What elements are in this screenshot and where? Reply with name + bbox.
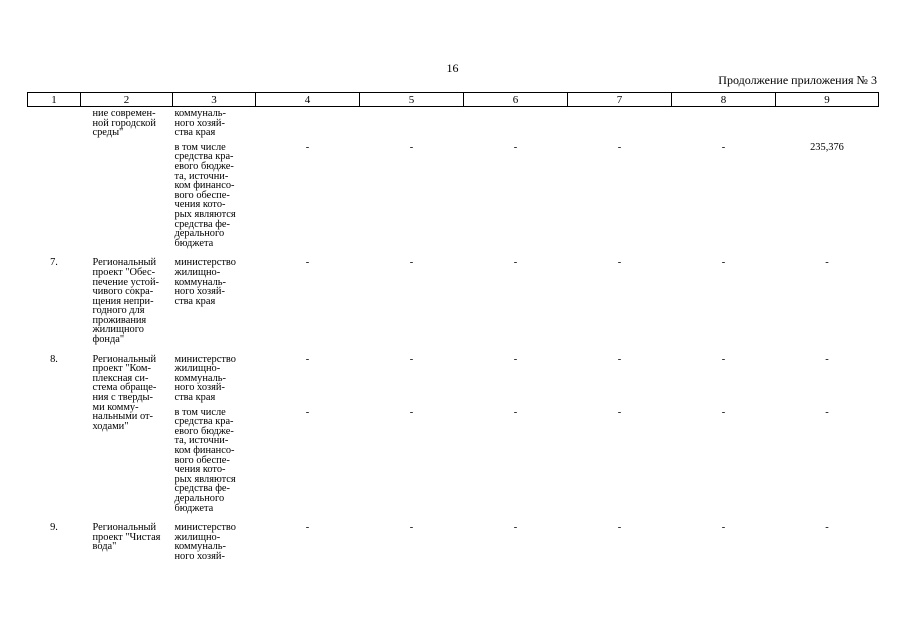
- project-name: ние современ- ной городской среды": [92, 108, 156, 139]
- value-cell: -: [721, 353, 726, 365]
- value-cell: -: [409, 141, 414, 153]
- table-row: [28, 345, 879, 403]
- col-header-1: 1: [28, 93, 81, 107]
- value-cell: [464, 107, 568, 138]
- value-cell: -: [409, 522, 414, 534]
- value-cell: -: [305, 353, 310, 365]
- row-number: 7.: [50, 257, 58, 269]
- value-cell: [256, 107, 360, 138]
- value-cell: -: [617, 141, 622, 153]
- responsible-executor: министерство жилищно- коммуналь- ного хозяй- ства края: [174, 353, 236, 404]
- value-cell: -: [825, 522, 829, 534]
- col-header-6: 6: [464, 93, 568, 107]
- value-cell: -: [409, 406, 414, 418]
- col-header-8: 8: [672, 93, 776, 107]
- col-header-2: 2: [81, 93, 173, 107]
- col-header-7: 7: [568, 93, 672, 107]
- project-name: Региональный проект "Ком- плексная си- стема обраще- ния с тверды- ми комму- нальными от- ходами": [92, 353, 157, 432]
- col-header-5: 5: [360, 93, 464, 107]
- row-number: [28, 107, 81, 249]
- value-cell: 235,376: [810, 141, 844, 153]
- table-body: [28, 107, 879, 562]
- value-cell: -: [825, 406, 829, 418]
- responsible-executor: министерство жилищно- коммуналь- ного хозяй- ства края: [174, 257, 236, 307]
- page-number: 16: [446, 61, 459, 75]
- value-cell: -: [617, 522, 622, 534]
- value-cell: -: [721, 522, 726, 534]
- row-number: 8.: [50, 353, 58, 365]
- value-cell: [568, 107, 672, 138]
- value-cell: [360, 107, 464, 138]
- value-cell: -: [305, 522, 310, 534]
- value-cell: -: [409, 353, 414, 365]
- value-cell: -: [617, 257, 622, 269]
- value-cell: -: [305, 141, 310, 153]
- value-cell: [672, 107, 776, 138]
- value-cell: -: [825, 257, 829, 269]
- value-cell: -: [721, 141, 726, 153]
- responsible-executor: министерство жилищно- коммуналь- ного хозяй-: [174, 522, 236, 562]
- table-row: [28, 248, 879, 344]
- col-header-3: 3: [173, 93, 256, 107]
- value-cell: -: [513, 141, 518, 153]
- col-header-4: 4: [256, 93, 360, 107]
- value-cell: -: [721, 257, 726, 269]
- responsible-executor: в том числе средства кра- евого бюдже- та, источни- ком финансо- вого обеспе- чения кото- рых являются средства фе- дерального бюджета: [174, 141, 236, 249]
- table-row: [28, 107, 879, 138]
- continuation-note: Продолжение приложения № 3: [718, 73, 877, 87]
- value-cell: -: [513, 522, 518, 534]
- value-cell: -: [513, 353, 518, 365]
- value-cell: -: [305, 257, 310, 269]
- project-name: Региональный проект "Чистая вода": [92, 522, 161, 553]
- value-cell: -: [721, 406, 726, 418]
- responsible-executor: в том числе средства кра- евого бюдже- та, источни- ком финансо- вого обеспе- чения кото- рых являются средства фе- дерального бюджета: [174, 406, 236, 514]
- value-cell: [776, 107, 879, 138]
- value-cell: -: [513, 257, 518, 269]
- table-row: [28, 513, 879, 561]
- value-cell: -: [305, 406, 310, 418]
- row-number: 9.: [50, 522, 58, 534]
- value-cell: -: [617, 353, 622, 365]
- value-cell: -: [409, 257, 414, 269]
- value-cell: -: [617, 406, 622, 418]
- value-cell: -: [513, 406, 518, 418]
- value-cell: -: [825, 353, 829, 365]
- project-name: Региональный проект "Обес- печение устой- чивого сокра- щения непри- годного для проживания жилищного фонда": [92, 257, 160, 346]
- appendix-table: [27, 92, 879, 562]
- responsible-executor: коммуналь- ного хозяй- ства края: [174, 108, 227, 139]
- col-header-9: 9: [776, 93, 879, 107]
- header-row: [28, 93, 879, 107]
